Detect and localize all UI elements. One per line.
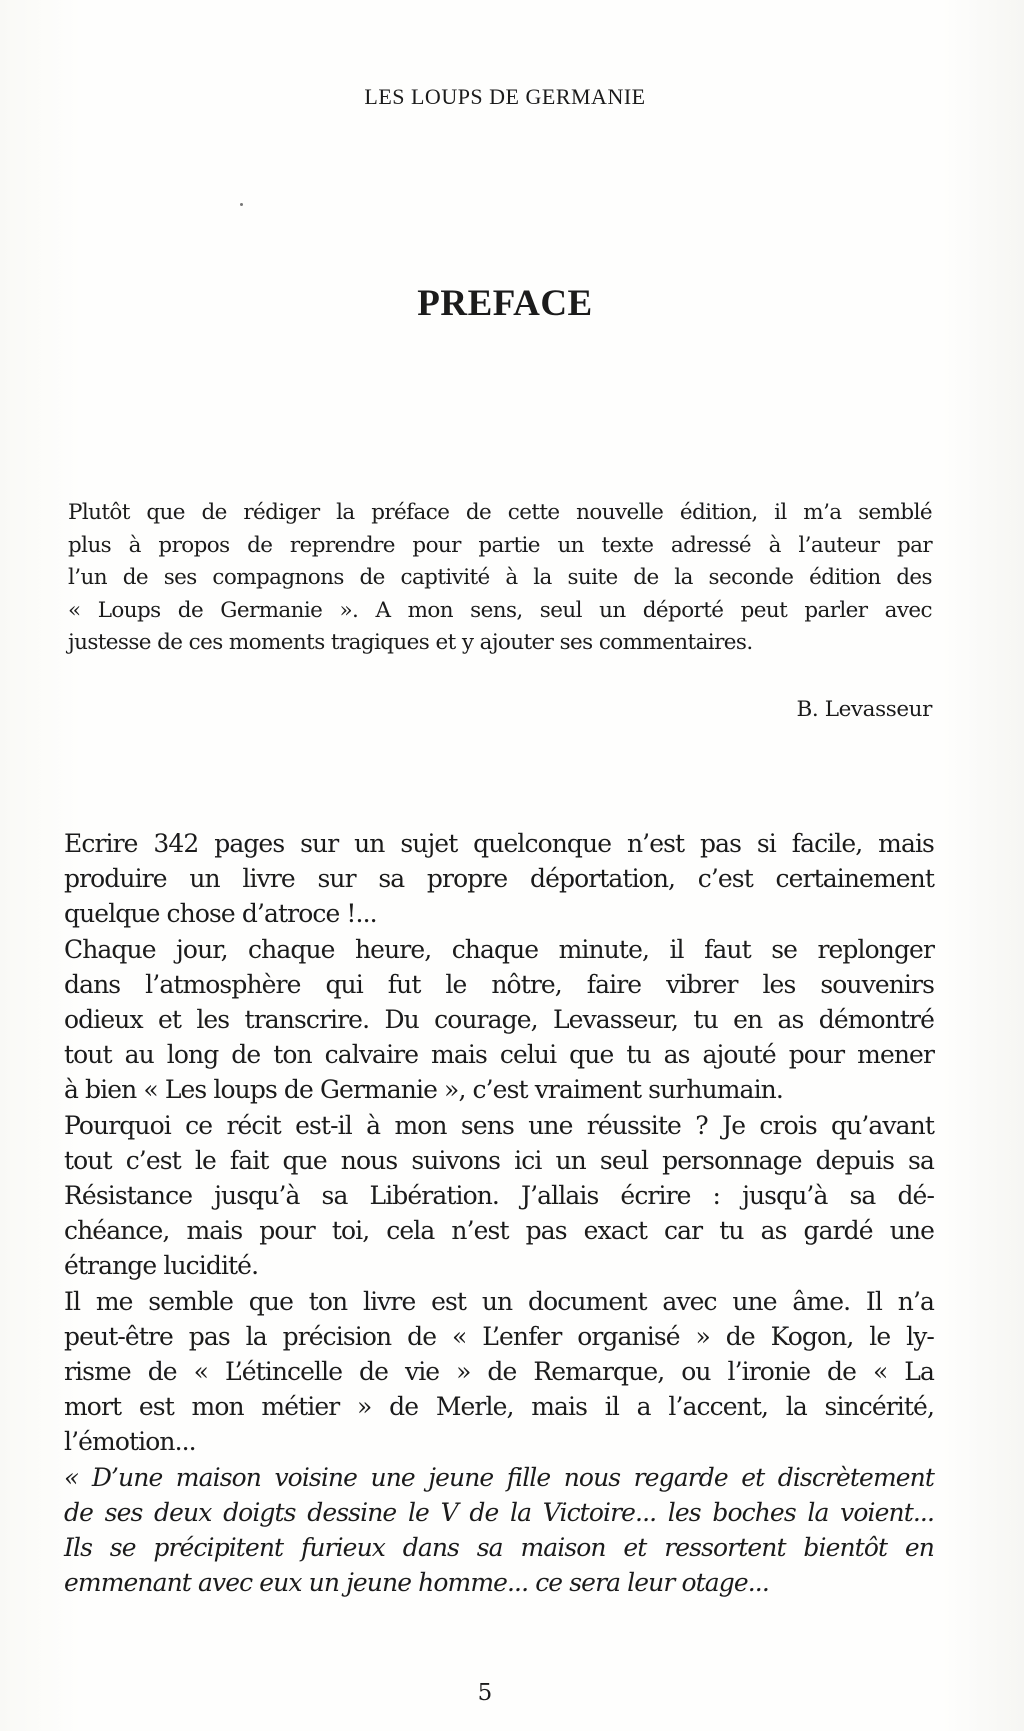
page-number: 5	[477, 1680, 493, 1706]
body-line: l’émotion...	[64, 1427, 196, 1457]
intro-line: « Loups de Germanie ». A mon sens, seul un déporté peut parler avec	[68, 597, 932, 623]
paper-speck	[240, 203, 243, 206]
quote-line: de ses deux doigts dessine le V de la Victoire... les boches la voient...	[64, 1497, 934, 1527]
body-line: Résistance jusqu’à sa Libération. J’allais écrire : jusqu’à sa dé-	[64, 1181, 934, 1211]
body-line: dans l’atmosphère qui fut le nôtre, faire vibrer les souvenirs	[64, 969, 934, 999]
body-line: odieux et les transcrire. Du courage, Levasseur, tu en as démontré	[64, 1005, 934, 1035]
body-line: quelque chose d’atroce !...	[64, 899, 377, 929]
intro-paragraph	[68, 497, 932, 660]
body-line: peut-être pas la précision de « L’enfer organisé » de Kogon, le ly-	[64, 1321, 934, 1351]
body-line: Il me semble que ton livre est un document avec une âme. Il n’a	[64, 1286, 934, 1316]
body-line: Ecrire 342 pages sur un sujet quelconque n’est pas si facile, mais	[64, 829, 934, 858]
body-line: risme de « L’étincelle de vie » de Remarque, ou l’ironie de « La	[64, 1357, 934, 1387]
quote-line: emmenant avec eux un jeune homme... ce sera leur otage...	[64, 1568, 769, 1598]
body-line: tout c’est le fait que nous suivons ici un seul personnage depuis sa	[64, 1145, 934, 1175]
intro-line: justesse de ces moments tragiques et y ajouter ses commentaires.	[68, 630, 753, 655]
intro-line: Plutôt que de rédiger la préface de cette nouvelle édition, il m’a semblé	[68, 500, 932, 525]
body-line: étrange lucidité.	[64, 1251, 259, 1281]
body-line: mort est mon métier » de Merle, mais il a l’accent, la sincérité,	[64, 1392, 934, 1422]
page-title: PREFACE	[417, 283, 593, 324]
quote-line: Ils se précipitent furieux dans sa maison et ressortent bientôt en	[64, 1533, 934, 1563]
intro-line: plus à propos de reprendre pour partie un texte adressé à l’auteur par	[68, 532, 932, 558]
intro-signature: B. Levasseur	[796, 697, 932, 722]
body-line: à bien « Les loups de Germanie », c’est vraiment surhumain.	[64, 1075, 783, 1105]
body-text	[64, 826, 934, 1600]
intro-line: l’un de ses compagnons de captivité à la suite de la seconde édition des	[68, 565, 932, 590]
quote-line: « D’une maison voisine une jeune fille nous regarde et discrètement	[64, 1462, 934, 1492]
running-header: LES LOUPS DE GERMANIE	[364, 84, 646, 109]
body-line: tout au long de ton calvaire mais celui que tu as ajouté pour mener	[64, 1040, 934, 1070]
body-line: Pourquoi ce récit est-il à mon sens une réussite ? Je crois qu’avant	[64, 1110, 934, 1140]
body-line: Chaque jour, chaque heure, chaque minute, il faut se replonger	[64, 934, 934, 964]
body-line: produire un livre sur sa propre déportation, c’est certainement	[64, 864, 934, 894]
body-line: chéance, mais pour toi, cela n’est pas exact car tu as gardé une	[64, 1216, 934, 1246]
